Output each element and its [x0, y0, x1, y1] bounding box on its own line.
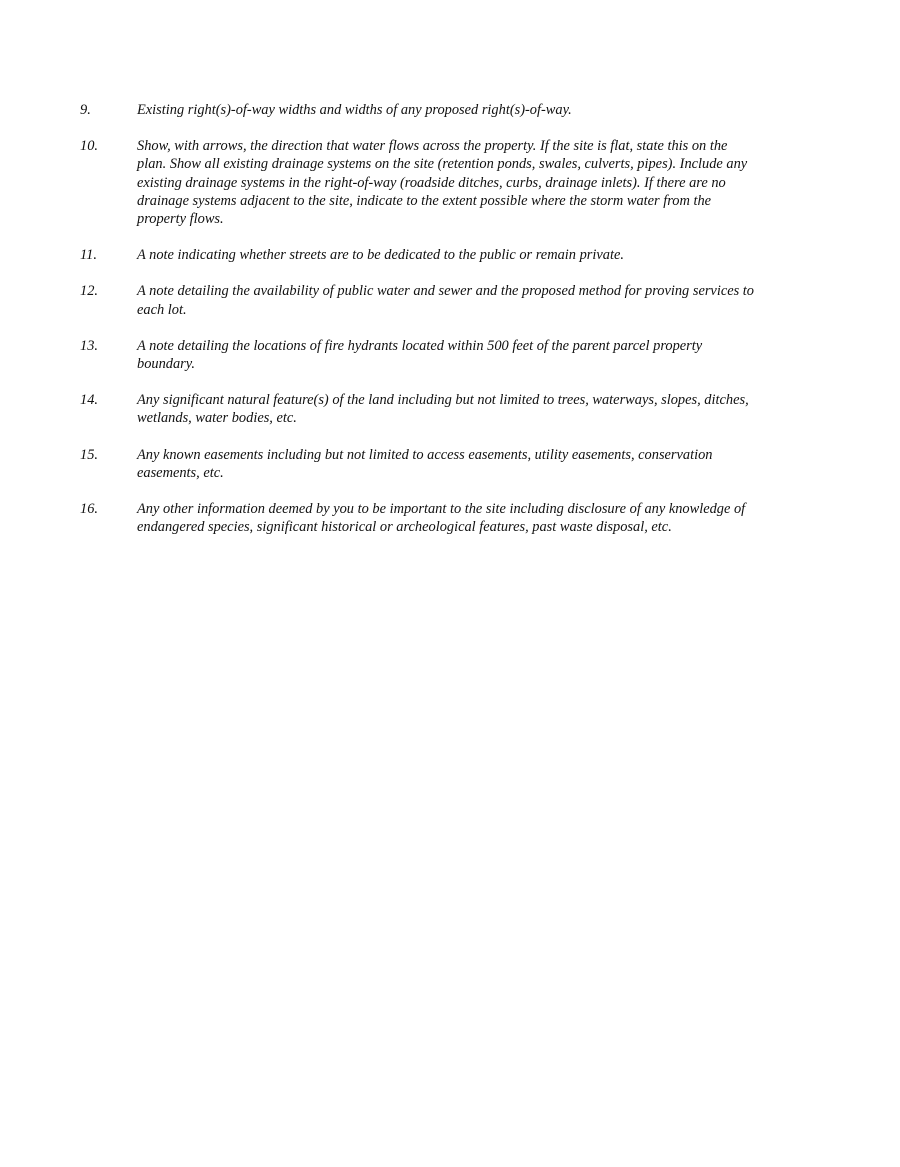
item-text-line: Any known easements including but not limited to access easements, utility easements, conservation [137, 446, 713, 463]
item-number: 14. [80, 392, 98, 409]
item-text-line: drainage systems adjacent to the site, indicate to the extent possible where the storm water from the [137, 192, 712, 209]
list-item-11 [80, 246, 820, 264]
list-item-14 [80, 391, 820, 427]
item-number: 12. [80, 283, 98, 300]
item-number: 11. [80, 247, 97, 264]
item-number: 9. [80, 102, 91, 118]
item-number: 13. [80, 337, 98, 354]
list-item-9 [80, 101, 820, 119]
item-text-line: Any other information deemed by you to be important to the site including disclosure of any knowledge of [137, 501, 746, 518]
item-text-line: property flows. [137, 211, 224, 228]
list-item-15 [80, 446, 820, 482]
list-item-12 [80, 282, 820, 318]
item-text-line: endangered species, significant historical or archeological features, past waste disposal, etc. [137, 519, 672, 536]
item-text-line: wetlands, water bodies, etc. [137, 410, 297, 427]
numbered-requirements-list [80, 101, 820, 554]
item-number: 10. [80, 138, 98, 155]
item-text-line: existing drainage systems in the right-of-way (roadside ditches, curbs, drainage inlets). If there are no [137, 174, 726, 191]
item-text-line: Any significant natural feature(s) of the land including but not limited to trees, waterways, slopes, ditches, [137, 392, 749, 409]
item-text-line: A note indicating whether streets are to be dedicated to the public or remain private. [137, 247, 624, 264]
item-text-line: Existing right(s)-of-way widths and widths of any proposed right(s)-of-way. [137, 102, 572, 118]
item-text-line: plan. Show all existing drainage systems on the site (retention ponds, swales, culverts, pipes). Include any [137, 156, 748, 173]
list-item-13 [80, 337, 820, 373]
item-text-line: boundary. [137, 356, 195, 373]
list-item-16 [80, 500, 820, 536]
item-text-line: easements, etc. [137, 464, 224, 481]
item-number: 15. [80, 446, 98, 463]
item-text-line: each lot. [137, 301, 187, 318]
item-text-line: A note detailing the availability of public water and sewer and the proposed method for proving services to [137, 283, 754, 300]
list-item-10 [80, 137, 820, 228]
item-text-line: A note detailing the locations of fire hydrants located within 500 feet of the parent parcel property [137, 337, 703, 354]
item-number: 16. [80, 501, 98, 518]
item-text-line: Show, with arrows, the direction that water flows across the property. If the site is flat, state this on the [137, 138, 728, 155]
